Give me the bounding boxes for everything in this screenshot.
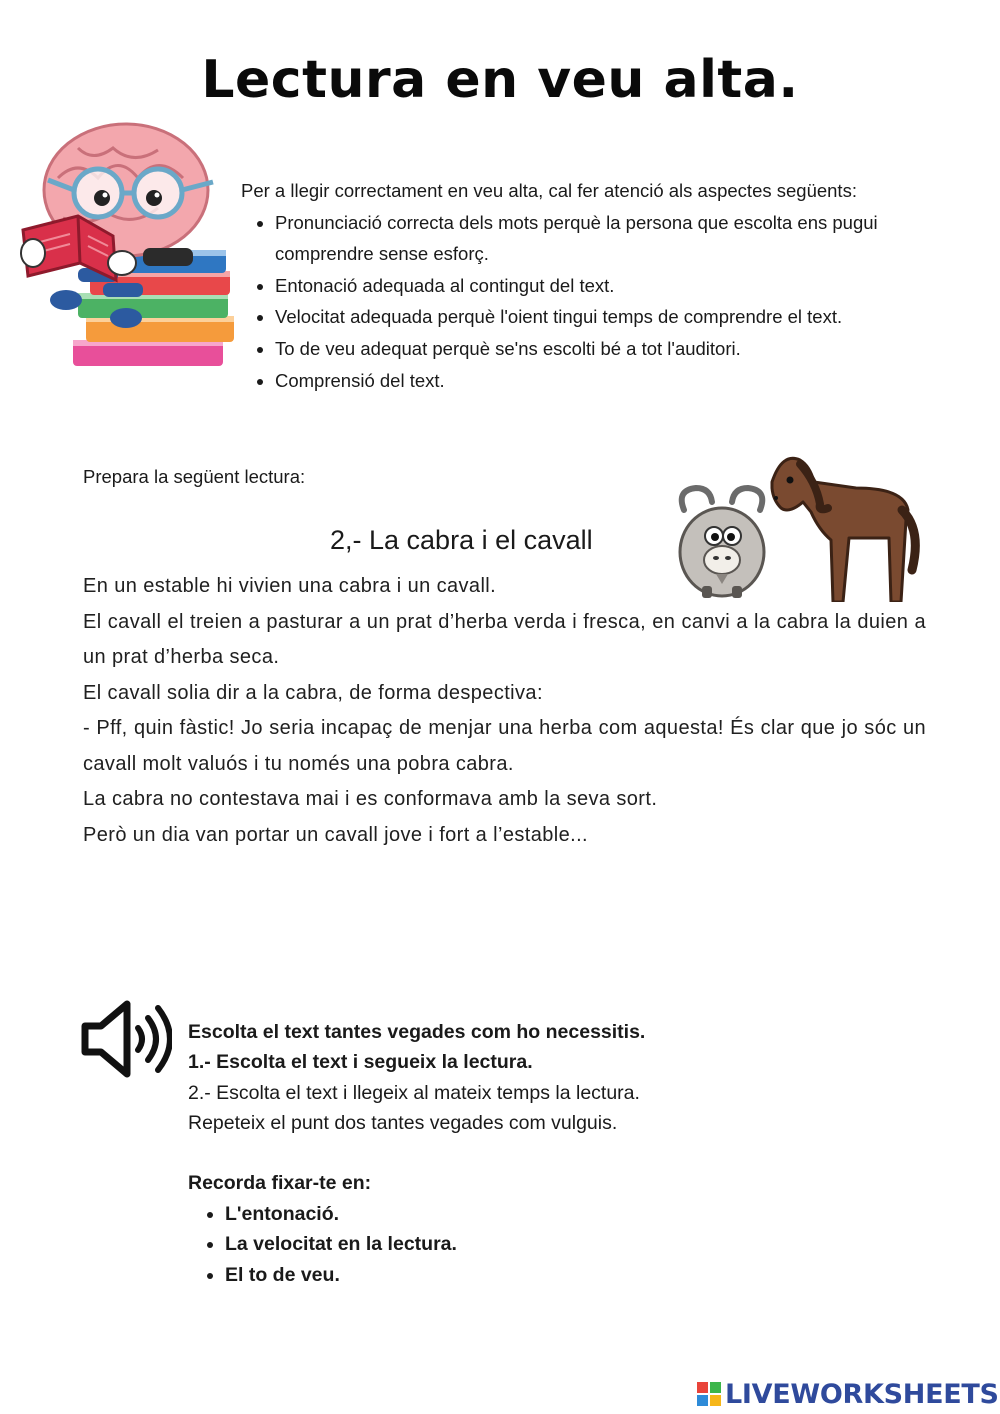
list-item: • Velocitat adequada perquè l'oient tingui temps de comprendre el text.: [275, 301, 961, 333]
aspects-list: [241, 207, 961, 397]
story-paragraph: El cavall el treien a pasturar a un prat d’herba verda i fresca, en canvi a la cabra la duien a un prat d’herba seca.: [83, 610, 926, 668]
intro-lead: Per a llegir correctament en veu alta, cal fer atenció als aspectes següents:: [241, 180, 857, 201]
prepare-label: Prepara la següent lectura:: [83, 466, 306, 487]
listen-step-2: 2.- Escolta el text i llegeix al mateix temps la lectura.: [188, 1081, 640, 1104]
list-item: • Entonació adequada al contingut del text.: [275, 270, 961, 302]
list-item: • La velocitat en la lectura.: [225, 1229, 788, 1260]
listen-instructions: [188, 1017, 888, 1138]
story-title: 2,- La cabra i el cavall: [330, 525, 593, 555]
page-title: Lectura en veu alta.: [201, 50, 799, 110]
story-paragraph: La cabra no contestava mai i es conformava amb la seva sort.: [83, 788, 658, 810]
brand-name: LIVEWORKSHEETS: [725, 1378, 999, 1410]
story-paragraph: El cavall solia dir a la cabra, de forma despectiva:: [83, 681, 543, 704]
list-item: • Comprensió del text.: [275, 365, 961, 397]
liveworksheets-logo[interactable]: [696, 1377, 999, 1411]
list-item: • El to de veu.: [225, 1260, 788, 1291]
story-paragraph: En un estable hi vivien una cabra i un cavall.: [83, 575, 497, 597]
speaker-volume-icon[interactable]: [80, 998, 172, 1080]
brain-reading-books-icon: [18, 118, 238, 393]
story-paragraph: Però un dia van portar un cavall jove i fort a l’estable...: [83, 823, 588, 846]
remember-section: [188, 1168, 788, 1290]
story-paragraph: - Pff, quin fàstic! Jo seria incapaç de menjar una herba com aquesta! És clar que jo sóc un cavall molt valuós i tu només una pobra cabra.: [83, 717, 926, 775]
listen-line: Escolta el text tantes vegades com ho necessitis.: [188, 1021, 646, 1043]
story-text: [83, 569, 926, 853]
listen-step-1: 1.- Escolta el text i segueix la lectura.: [188, 1051, 533, 1074]
liveworksheets-logo-icon: [696, 1381, 722, 1407]
list-item: • Pronunciació correcta dels mots perquè la persona que escolta ens pugui comprendre sense esforç.: [275, 207, 961, 270]
remember-heading: Recorda fixar-te en:: [188, 1172, 372, 1194]
list-item: • L'entonació.: [225, 1199, 788, 1230]
intro-section: [241, 175, 961, 396]
remember-list: [188, 1199, 788, 1291]
list-item: • To de veu adequat perquè se'ns escolti bé a tot l'auditori.: [275, 333, 961, 365]
listen-repeat: Repeteix el punt dos tantes vegades com vulguis.: [188, 1111, 618, 1134]
